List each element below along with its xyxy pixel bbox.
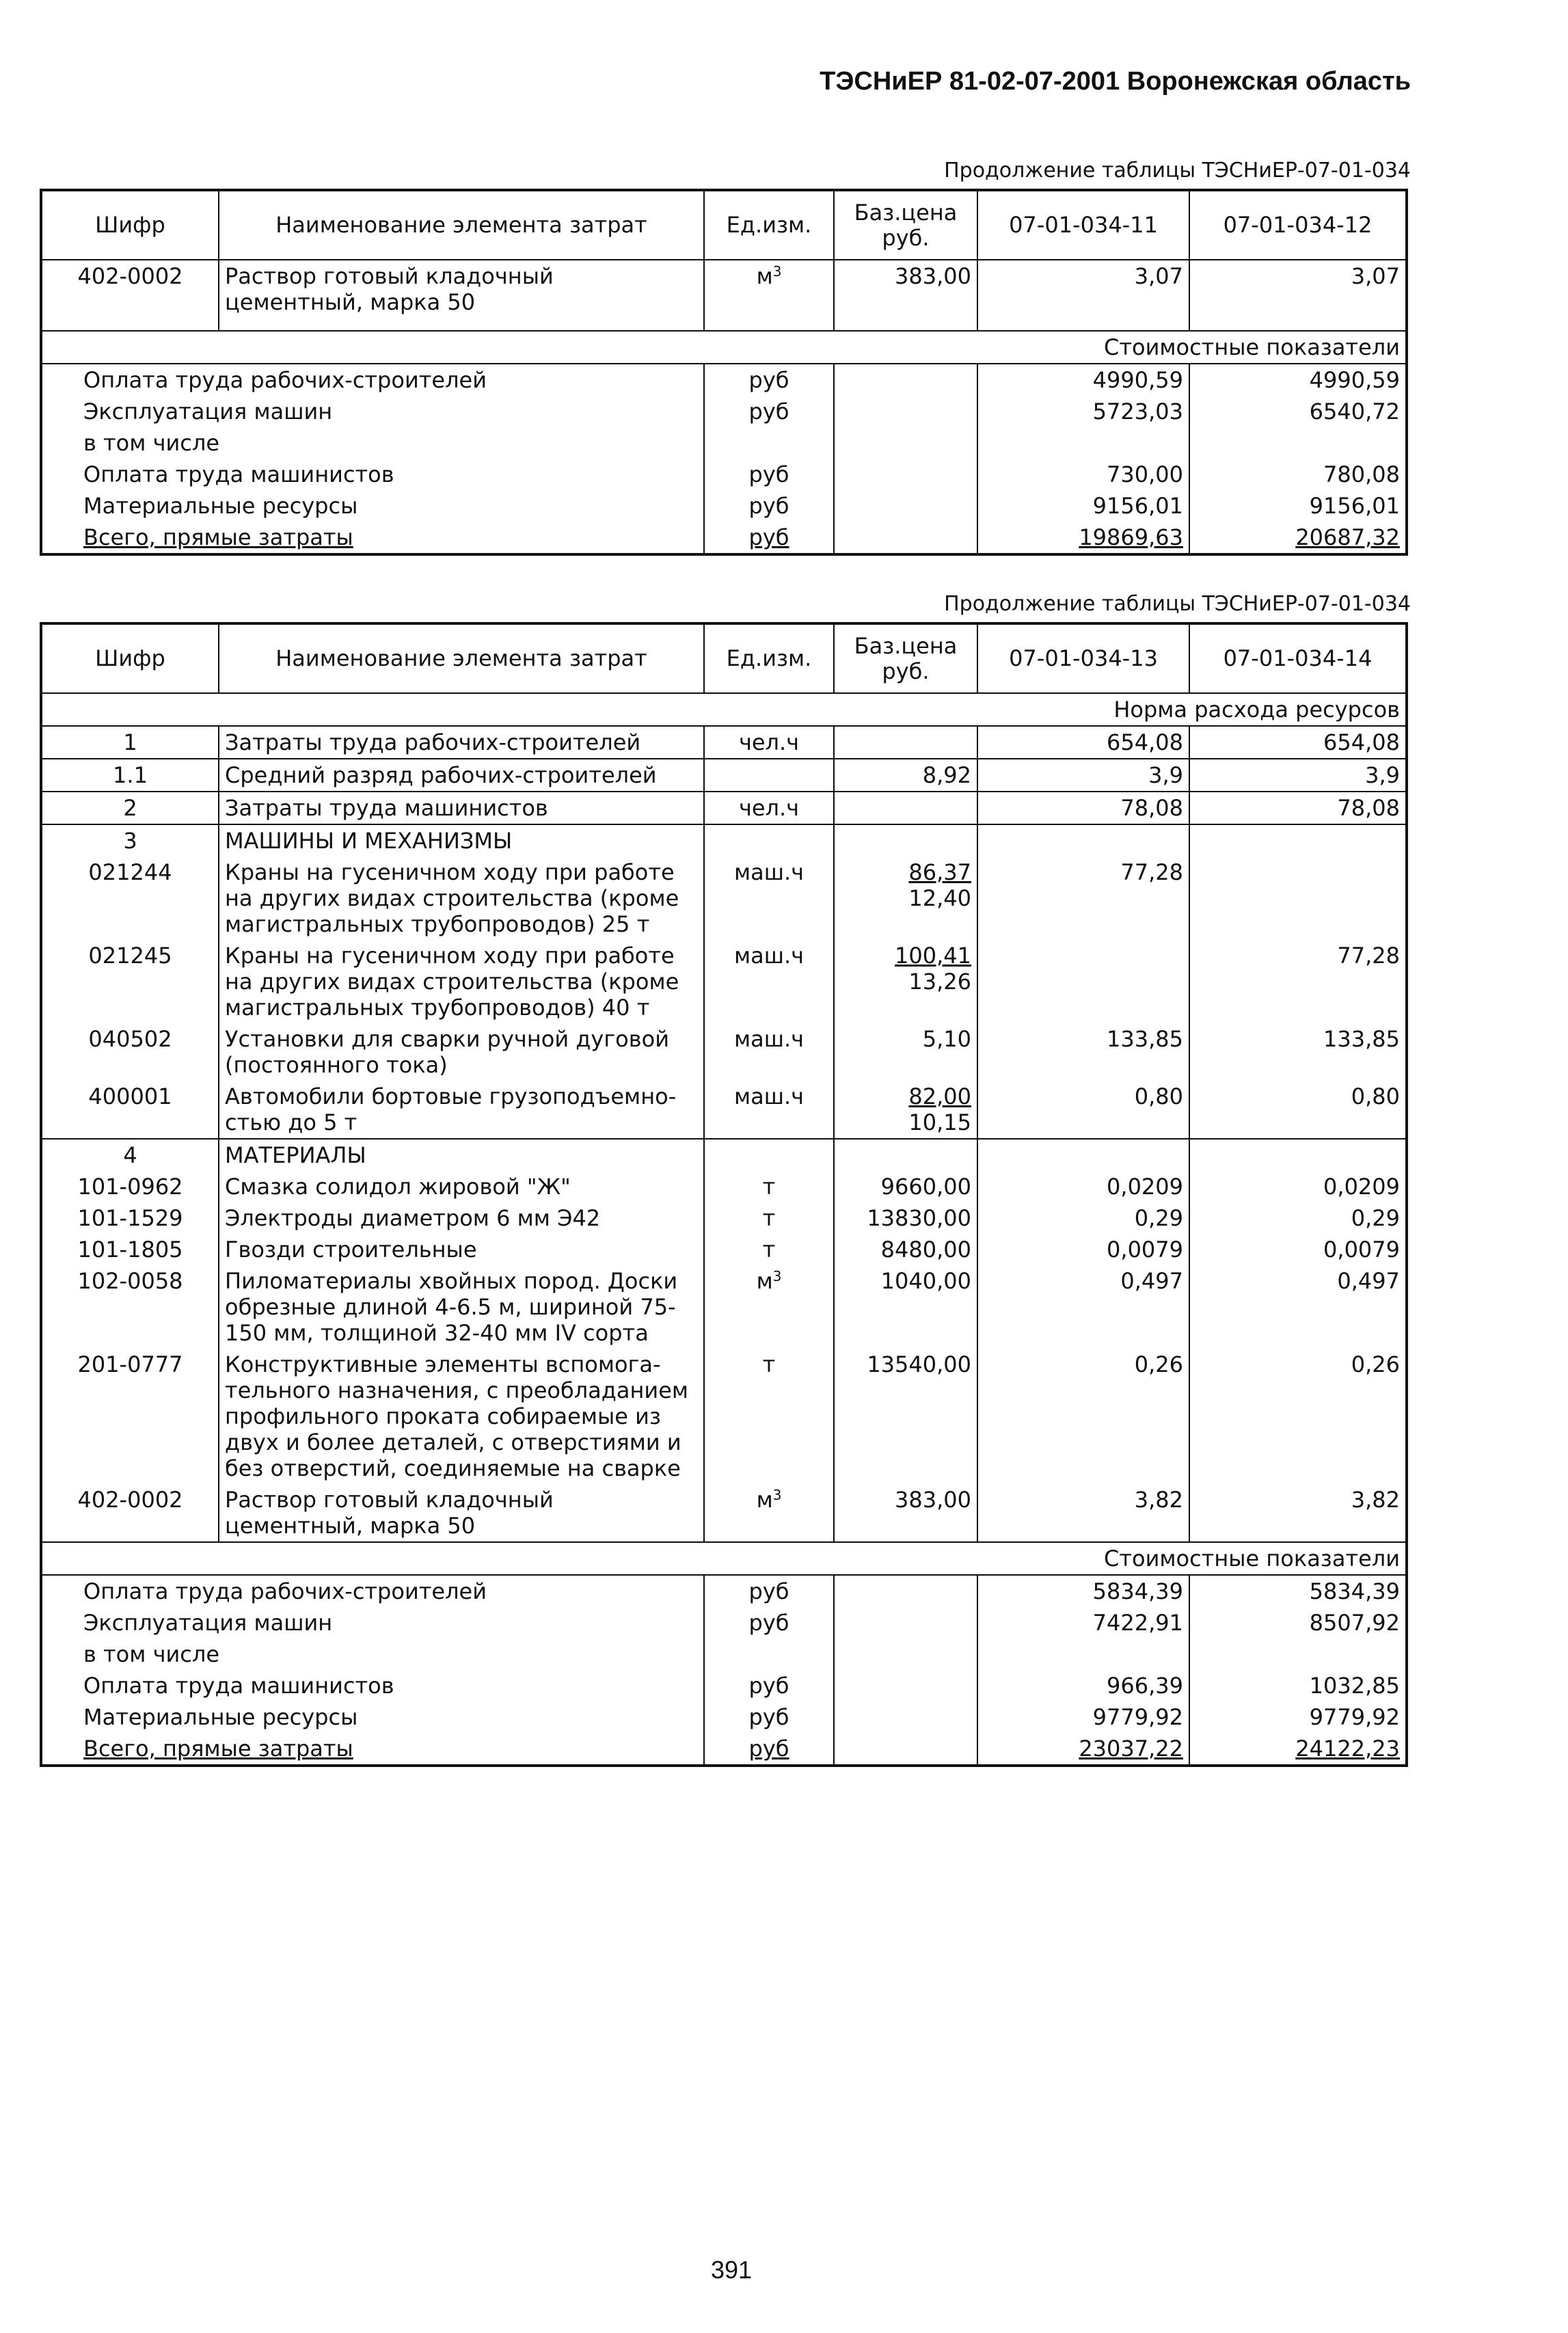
row-value-2: 0,0209 bbox=[1189, 1171, 1407, 1202]
table-row bbox=[41, 857, 1407, 940]
row-unit bbox=[704, 940, 834, 1023]
row-code: 402-0002 bbox=[77, 1487, 183, 1513]
row-code: 021245 bbox=[88, 943, 172, 969]
row-price bbox=[834, 792, 977, 824]
unit-sup: 3 bbox=[772, 263, 782, 280]
cost-value-1 bbox=[977, 427, 1189, 459]
unit-text: т bbox=[762, 1237, 776, 1263]
cost-label: Всего, прямые затраты bbox=[83, 1736, 353, 1762]
cost-label: Всего, прямые затраты bbox=[83, 524, 353, 550]
unit-text: м bbox=[756, 1487, 773, 1513]
cost-unit: руб bbox=[704, 1701, 834, 1733]
price-text: 9660,00 bbox=[880, 1174, 971, 1200]
cost-price bbox=[834, 1733, 977, 1766]
row-code: 4 bbox=[41, 1139, 219, 1171]
header-col2: 07-01-034-12 bbox=[1189, 190, 1407, 260]
unit-text: маш.ч bbox=[733, 943, 805, 969]
row-value-2: 77,28 bbox=[1189, 940, 1407, 1023]
unit-sup: 3 bbox=[772, 1487, 782, 1503]
header-col2: 07-01-034-14 bbox=[1189, 623, 1407, 693]
row-unit bbox=[704, 824, 834, 857]
cost-price bbox=[834, 427, 977, 459]
cost-value-2: 9156,01 bbox=[1189, 490, 1407, 522]
header-code: Шифр bbox=[41, 623, 219, 693]
row-name: Установки для сварки ручной дуговой (постоянного тока) bbox=[219, 1023, 704, 1081]
cost-unit: руб bbox=[704, 1733, 834, 1766]
cost-label: Эксплуатация машин bbox=[83, 399, 333, 424]
row-unit bbox=[704, 1171, 834, 1202]
row-value-1 bbox=[977, 940, 1189, 1023]
price-text: 8480,00 bbox=[880, 1237, 971, 1263]
cost-value-2: 9779,92 bbox=[1189, 1701, 1407, 1733]
section-label: Норма расхода ресурсов bbox=[41, 693, 1407, 726]
page-number: 391 bbox=[711, 2256, 753, 2284]
cost-label: Оплата труда рабочих-строителей bbox=[83, 1578, 487, 1604]
cost-value-1: 730,00 bbox=[977, 459, 1189, 490]
row-value-1: 78,08 bbox=[977, 792, 1189, 824]
price-text: 1040,00 bbox=[880, 1268, 971, 1294]
price-text: 383,00 bbox=[895, 263, 971, 289]
cost-row bbox=[41, 1701, 1407, 1733]
table1-caption: Продолжение таблицы ТЭСНиЕР-07-01-034 bbox=[944, 159, 1411, 183]
price-text: 5,10 bbox=[922, 1026, 971, 1052]
table-row bbox=[41, 1139, 1407, 1171]
table-row bbox=[41, 1023, 1407, 1081]
row-value-1: 3,82 bbox=[977, 1484, 1189, 1542]
row-value-1: 133,85 bbox=[977, 1023, 1189, 1081]
cost-value-2: 20687,32 bbox=[1189, 522, 1407, 554]
row-unit bbox=[704, 260, 834, 331]
cost-value-1: 5723,03 bbox=[977, 396, 1189, 427]
row-value-2 bbox=[1189, 857, 1407, 940]
page-header: ТЭСНиЕР 81-02-07-2001 Воронежская область bbox=[820, 67, 1411, 96]
row-value-1 bbox=[977, 1139, 1189, 1171]
cost-row bbox=[41, 1639, 1407, 1670]
cost-unit: руб bbox=[704, 1670, 834, 1701]
row-unit bbox=[704, 759, 834, 792]
cost-price bbox=[834, 1701, 977, 1733]
row-code: 1 bbox=[41, 726, 219, 759]
unit-text: м bbox=[756, 263, 773, 289]
row-value-1: 654,08 bbox=[977, 726, 1189, 759]
cost-price bbox=[834, 459, 977, 490]
section-label: Стоимостные показатели bbox=[41, 331, 1407, 364]
row-unit bbox=[704, 1265, 834, 1349]
row-value-2: 133,85 bbox=[1189, 1023, 1407, 1081]
price-text: 383,00 bbox=[895, 1487, 971, 1513]
cost-price bbox=[834, 522, 977, 554]
row-price bbox=[834, 1171, 977, 1202]
row-unit bbox=[704, 1349, 834, 1484]
cost-label: Оплата труда машинистов bbox=[83, 1673, 394, 1699]
cost-value-1: 23037,22 bbox=[977, 1733, 1189, 1766]
cost-value-2 bbox=[1189, 1639, 1407, 1670]
row-name: Конструктивные элементы вспомога-тельного назначения, с преобладанием профильного проката собираемые из двух и более деталей, с отверстиями и без отверстий, соединяемые на сварке bbox=[219, 1349, 704, 1484]
row-value-2: 3,9 bbox=[1189, 759, 1407, 792]
row-code: 400001 bbox=[88, 1083, 172, 1109]
cost-value-2: 1032,85 bbox=[1189, 1670, 1407, 1701]
row-unit bbox=[704, 1023, 834, 1081]
cost-row bbox=[41, 364, 1407, 396]
row-code: 2 bbox=[41, 792, 219, 824]
unit-text: м bbox=[756, 1268, 773, 1294]
row-value-2 bbox=[1189, 1139, 1407, 1171]
table-row bbox=[41, 940, 1407, 1023]
price-text: 82,00 bbox=[908, 1083, 971, 1109]
cost-unit: руб bbox=[704, 1575, 834, 1607]
section-row bbox=[41, 693, 1407, 726]
cost-value-2: 6540,72 bbox=[1189, 396, 1407, 427]
unit-text: маш.ч bbox=[733, 1083, 805, 1109]
cost-row bbox=[41, 490, 1407, 522]
row-name: Краны на гусеничном ходу при работе на других видах строительства (кроме магистральных трубопроводов) 40 т bbox=[219, 940, 704, 1023]
row-code: 101-0962 bbox=[77, 1174, 183, 1200]
row-code: 201-0777 bbox=[77, 1351, 183, 1377]
cost-value-2: 24122,23 bbox=[1189, 1733, 1407, 1766]
cost-row bbox=[41, 396, 1407, 427]
row-value-1 bbox=[977, 824, 1189, 857]
table-row bbox=[41, 1202, 1407, 1234]
table-row bbox=[41, 260, 1407, 331]
row-value-2: 0,29 bbox=[1189, 1202, 1407, 1234]
header-col1: 07-01-034-13 bbox=[977, 623, 1189, 693]
unit-text: т bbox=[762, 1351, 776, 1377]
row-value-1: 0,0079 bbox=[977, 1234, 1189, 1265]
row-value-1: 0,0209 bbox=[977, 1171, 1189, 1202]
row-code: 101-1529 bbox=[77, 1205, 183, 1231]
price-text: 86,37 bbox=[908, 859, 971, 885]
row-value-1: 0,497 bbox=[977, 1265, 1189, 1349]
cost-unit: руб bbox=[704, 364, 834, 396]
cost-unit bbox=[704, 1639, 834, 1670]
row-price bbox=[834, 1484, 977, 1542]
table-row bbox=[41, 824, 1407, 857]
row-price bbox=[834, 857, 977, 940]
cost-value-1: 9779,92 bbox=[977, 1701, 1189, 1733]
row-name: Затраты труда рабочих-строителей bbox=[219, 726, 704, 759]
header-price: Баз.цена руб. bbox=[834, 190, 977, 260]
cost-value-2: 8507,92 bbox=[1189, 1607, 1407, 1639]
cost-value-1: 9156,01 bbox=[977, 490, 1189, 522]
header-unit: Ед.изм. bbox=[704, 190, 834, 260]
row-value-2: 3,82 bbox=[1189, 1484, 1407, 1542]
cost-price bbox=[834, 364, 977, 396]
table2 bbox=[40, 622, 1408, 1767]
cost-row bbox=[41, 1607, 1407, 1639]
row-name: Краны на гусеничном ходу при работе на других видах строительства (кроме магистральных трубопроводов) 25 т bbox=[219, 857, 704, 940]
row-name: Гвозди строительные bbox=[219, 1234, 704, 1265]
unit-text: т bbox=[762, 1174, 776, 1200]
cost-price bbox=[834, 1670, 977, 1701]
unit-text: маш.ч bbox=[733, 859, 805, 885]
cost-unit: руб bbox=[704, 1607, 834, 1639]
row-price bbox=[834, 726, 977, 759]
cost-price bbox=[834, 1575, 977, 1607]
row-price bbox=[834, 1202, 977, 1234]
cost-price bbox=[834, 490, 977, 522]
row-unit bbox=[704, 792, 834, 824]
price-secondary: 12,40 bbox=[908, 885, 971, 911]
table-row bbox=[41, 1265, 1407, 1349]
cost-label: Материальные ресурсы bbox=[83, 493, 358, 519]
row-value-2: 0,497 bbox=[1189, 1265, 1407, 1349]
price-secondary: 10,15 bbox=[908, 1109, 971, 1135]
row-value-2 bbox=[1189, 824, 1407, 857]
row-price bbox=[834, 940, 977, 1023]
unit-text: маш.ч bbox=[733, 1026, 805, 1052]
row-name: Раствор готовый кладочный цементный, марка 50 bbox=[219, 260, 704, 331]
cost-value-2: 4990,59 bbox=[1189, 364, 1407, 396]
unit-text: чел.ч bbox=[738, 729, 800, 755]
cost-label: в том числе bbox=[83, 1641, 219, 1667]
cost-value-1 bbox=[977, 1639, 1189, 1670]
unit-text: т bbox=[762, 1205, 776, 1231]
table-row bbox=[41, 1171, 1407, 1202]
row-value-1: 3,9 bbox=[977, 759, 1189, 792]
header-code: Шифр bbox=[41, 190, 219, 260]
cost-value-1: 7422,91 bbox=[977, 1607, 1189, 1639]
row-value-2: 3,07 bbox=[1189, 260, 1407, 331]
row-code: 101-1805 bbox=[77, 1237, 183, 1263]
row-price bbox=[834, 260, 977, 331]
cost-label: Оплата труда рабочих-строителей bbox=[83, 367, 487, 393]
header-name: Наименование элемента затрат bbox=[219, 190, 704, 260]
cost-price bbox=[834, 1639, 977, 1670]
cost-unit: руб bbox=[704, 396, 834, 427]
row-name: Электроды диаметром 6 мм Э42 bbox=[219, 1202, 704, 1234]
cost-row bbox=[41, 459, 1407, 490]
row-name: МАШИНЫ И МЕХАНИЗМЫ bbox=[219, 824, 704, 857]
cost-value-2 bbox=[1189, 427, 1407, 459]
row-price bbox=[834, 1139, 977, 1171]
section-row bbox=[41, 1542, 1407, 1575]
cost-row bbox=[41, 427, 1407, 459]
row-unit bbox=[704, 1139, 834, 1171]
cost-value-1: 19869,63 bbox=[977, 522, 1189, 554]
row-unit bbox=[704, 1484, 834, 1542]
unit-text: чел.ч bbox=[738, 795, 800, 821]
row-unit bbox=[704, 1081, 834, 1139]
table-row bbox=[41, 726, 1407, 759]
row-price bbox=[834, 1349, 977, 1484]
row-value-1: 0,26 bbox=[977, 1349, 1189, 1484]
row-price bbox=[834, 759, 977, 792]
row-name: Раствор готовый кладочный цементный, марка 50 bbox=[219, 1484, 704, 1542]
cost-value-1: 4990,59 bbox=[977, 364, 1189, 396]
row-value-1: 3,07 bbox=[977, 260, 1189, 331]
row-code: 402-0002 bbox=[77, 263, 183, 289]
cost-price bbox=[834, 396, 977, 427]
cost-unit: руб bbox=[704, 522, 834, 554]
row-price bbox=[834, 1234, 977, 1265]
table-row bbox=[41, 1234, 1407, 1265]
row-value-2: 0,80 bbox=[1189, 1081, 1407, 1139]
table-row bbox=[41, 759, 1407, 792]
price-secondary: 13,26 bbox=[908, 969, 971, 995]
price-text: 13540,00 bbox=[867, 1351, 971, 1377]
row-unit bbox=[704, 857, 834, 940]
row-value-2: 0,26 bbox=[1189, 1349, 1407, 1484]
cost-value-2: 5834,39 bbox=[1189, 1575, 1407, 1607]
row-code: 040502 bbox=[88, 1026, 172, 1052]
table-row bbox=[41, 1484, 1407, 1542]
row-value-1: 77,28 bbox=[977, 857, 1189, 940]
table-row bbox=[41, 1081, 1407, 1139]
row-price bbox=[834, 824, 977, 857]
cost-price bbox=[834, 1607, 977, 1639]
table-row bbox=[41, 1349, 1407, 1484]
row-unit bbox=[704, 1202, 834, 1234]
row-name: Смазка солидол жировой "Ж" bbox=[219, 1171, 704, 1202]
row-price bbox=[834, 1081, 977, 1139]
row-code: 102-0058 bbox=[77, 1268, 183, 1294]
price-text: 8,92 bbox=[922, 762, 971, 788]
price-text: 100,41 bbox=[895, 943, 971, 969]
section-label: Стоимостные показатели bbox=[41, 1542, 1407, 1575]
cost-value-2: 780,08 bbox=[1189, 459, 1407, 490]
row-price bbox=[834, 1023, 977, 1081]
table-row bbox=[41, 792, 1407, 824]
row-value-1: 0,80 bbox=[977, 1081, 1189, 1139]
row-name: Пиломатериалы хвойных пород. Доски обрезные длиной 4-6.5 м, шириной 75-150 мм, толщиной 32-40 мм IV сорта bbox=[219, 1265, 704, 1349]
row-price bbox=[834, 1265, 977, 1349]
row-code: 3 bbox=[41, 824, 219, 857]
price-text: 13830,00 bbox=[867, 1205, 971, 1231]
header-price: Баз.цена руб. bbox=[834, 623, 977, 693]
section-row bbox=[41, 331, 1407, 364]
table1 bbox=[40, 189, 1408, 556]
cost-row bbox=[41, 1733, 1407, 1766]
header-name: Наименование элемента затрат bbox=[219, 623, 704, 693]
cost-unit: руб bbox=[704, 459, 834, 490]
cost-value-1: 5834,39 bbox=[977, 1575, 1189, 1607]
row-name: Средний разряд рабочих-строителей bbox=[219, 759, 704, 792]
cost-value-1: 966,39 bbox=[977, 1670, 1189, 1701]
row-value-2: 78,08 bbox=[1189, 792, 1407, 824]
row-name: Затраты труда машинистов bbox=[219, 792, 704, 824]
row-value-1: 0,29 bbox=[977, 1202, 1189, 1234]
cost-row bbox=[41, 1670, 1407, 1701]
row-code: 1.1 bbox=[41, 759, 219, 792]
cost-unit bbox=[704, 427, 834, 459]
cost-label: в том числе bbox=[83, 430, 219, 456]
header-col1: 07-01-034-11 bbox=[977, 190, 1189, 260]
cost-unit: руб bbox=[704, 490, 834, 522]
row-name: Автомобили бортовые грузоподъемно-стью до 5 т bbox=[219, 1081, 704, 1139]
row-value-2: 654,08 bbox=[1189, 726, 1407, 759]
row-value-2: 0,0079 bbox=[1189, 1234, 1407, 1265]
row-code: 021244 bbox=[88, 859, 172, 885]
cost-row bbox=[41, 1575, 1407, 1607]
cost-label: Оплата труда машинистов bbox=[83, 461, 394, 487]
header-unit: Ед.изм. bbox=[704, 623, 834, 693]
row-unit bbox=[704, 1234, 834, 1265]
cost-row bbox=[41, 522, 1407, 554]
row-name: МАТЕРИАЛЫ bbox=[219, 1139, 704, 1171]
cost-label: Эксплуатация машин bbox=[83, 1610, 333, 1636]
unit-sup: 3 bbox=[772, 1268, 782, 1284]
row-unit bbox=[704, 726, 834, 759]
table2-caption: Продолжение таблицы ТЭСНиЕР-07-01-034 bbox=[944, 592, 1411, 616]
cost-label: Материальные ресурсы bbox=[83, 1704, 358, 1730]
